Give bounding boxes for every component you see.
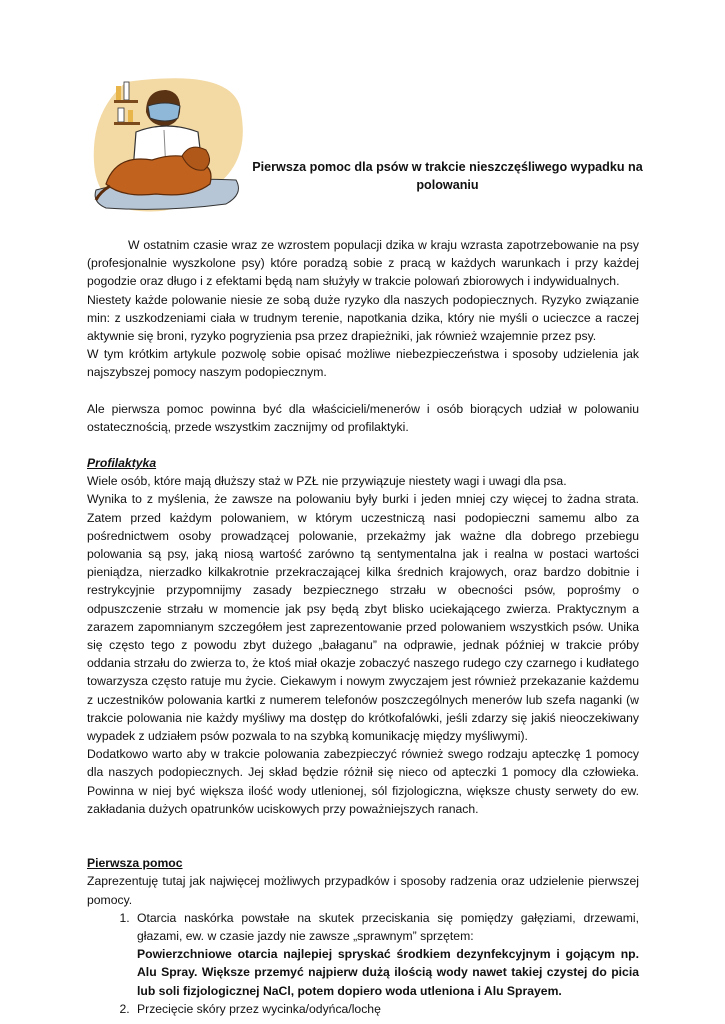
list-item bbox=[133, 909, 639, 1000]
pierwsza-pomoc-intro: Zaprezentuję tutaj jak najwięcej możliwych przypadków i sposoby radzenia oraz udzielenie pierwszej pomocy. bbox=[87, 874, 639, 907]
section-heading-profilaktyka: Profilaktyka bbox=[87, 456, 157, 471]
profilaktyka-paragraph: Wiele osób, które mają dłuższy staż w PZŁ nie przywiązuje niestety wagi i uwagi dla psa. bbox=[87, 474, 567, 489]
section-heading-pierwsza-pomoc: Pierwsza pomoc bbox=[87, 856, 183, 871]
list-item bbox=[133, 1000, 639, 1018]
article-body bbox=[87, 236, 639, 1018]
page-title: Pierwsza pomoc dla psów w trakcie nieszczęśliwego wypadku na polowaniu bbox=[252, 160, 643, 192]
profilaktyka-paragraph: Wynika to z myślenia, że zawsze na polowaniu były burki i jeden mniej czy więcej to żadna strata. Zatem przed każdym polowaniem, w którym uczestniczą nasi podopieczni samemu albo za pośrednictwem osoby prowadzącej polowanie, przekażmy jak ważne dla dobrego przebiegu polowania są psy, jaką niosą wartość zarówno tą sentymentalna jak i realna w postaci wartości pieniądza, nierzadko kilkakrotnie przekraczającej kilka średnich krajowych, oraz bardzo dobitnie i restrykcyjnie przypomnijmy zasady bezpiecznego strzału w obecności psów, poprośmy o odpuszczenie strzału w momencie jak psy będą zbyt blisko uciekającego zwierza. Praktycznym a zarazem zapomnianym szczegółem jest zaprezentowanie przed polowaniem wszystkich psów. Unika się często tego z powodu zbyt dużego „bałaganu” na odprawie, jednak później w trakcie próby oddania strzału do zwierza to, że ktoś miał okazje zobaczyć naszego rudego czy czarnego i kudłatego towarzysza często ratuje mu życie. Ciekawym i nowym zwyczajem jest również przekazanie każdemu z uczestników polowania kartki z numerem telefonów poszczególnych menerów lub szefa naganki (w trakcie polowania nie każdy myśliwy ma dostęp do krótkofalówki, jeśli zdarzy się jakiś nieoczekiwany wypadek z udziałem psów pozwala to na szybką komunikację między myśliwymi). bbox=[87, 492, 639, 744]
profilaktyka-paragraph: Dodatkowo warto aby w trakcie polowania zabezpieczyć również swego rodzaju apteczkę 1 pomocy dla naszych podopiecznych. Jej skład będzie różnił się nieco od apteczki 1 pomocy dla człowieka. Powinna w niej być większa ilość wody utlenionej, sól fizjologiczna, większe chusty serwety do ew. zakładania dużych opatrunków uciskowych przy poważniejszych ranach. bbox=[87, 747, 639, 816]
list-item-text: Przecięcie skóry przez wycinka/odyńca/lochę bbox=[137, 1001, 381, 1016]
intro-paragraph: Ale pierwsza pomoc powinna być dla właścicieli/menerów i osób biorących udział w polowaniu ostatecznością, przede wszystkim zacznijmy od profilaktyki. bbox=[87, 401, 639, 434]
intro-paragraph: Niestety każde polowanie niesie ze sobą duże ryzyko dla naszych podopiecznych. Ryzyko związanie min: z uszkodzeniami ciała w trudnym terenie, napotkania dzika, który nie myśli o ucieczce a raczej aktywnie się broni, ryzyko pogryzienia psa przez drapieżniki, jak również wzajemnie przez psy. bbox=[87, 292, 639, 344]
first-aid-list bbox=[87, 909, 639, 1018]
vet-with-dog-clipart bbox=[86, 72, 246, 222]
intro-paragraph: W ostatnim czasie wraz ze wzrostem populacji dzika w kraju wzrasta zapotrzebowanie na psy (profesjonalnie wyszkolone psy) które poradzą sobie z pracą w każdych warunkach i przy każdej pogodzie oraz długo i z efektami będą nam służyły w trakcie polowań zbiorowych i indywidualnych. bbox=[87, 238, 639, 289]
intro-paragraph: W tym krótkim artykule pozwolę sobie opisać możliwe niebezpieczeństwa i sposoby udzielenia jak najszybszej pomocy naszym podopiecznym. bbox=[87, 347, 639, 380]
list-item-text: Otarcia naskórka powstałe na skutek przeciskania się pomiędzy gałęziami, drzewami, głazami, ew. w czasie jazdy nie zawsze „sprawnym” sprzętem: bbox=[137, 910, 639, 943]
list-item-instruction: Powierzchniowe otarcia najlepiej spryskać środkiem dezynfekcyjnym i gojącym np. Alu Spray. Większe przemyć najpierw dużą ilością wody nawet takiej czystej do picia lub soli fizjologicznej NaCl, potem dopiero woda utleniona i Alu Sprayem. bbox=[137, 947, 639, 998]
